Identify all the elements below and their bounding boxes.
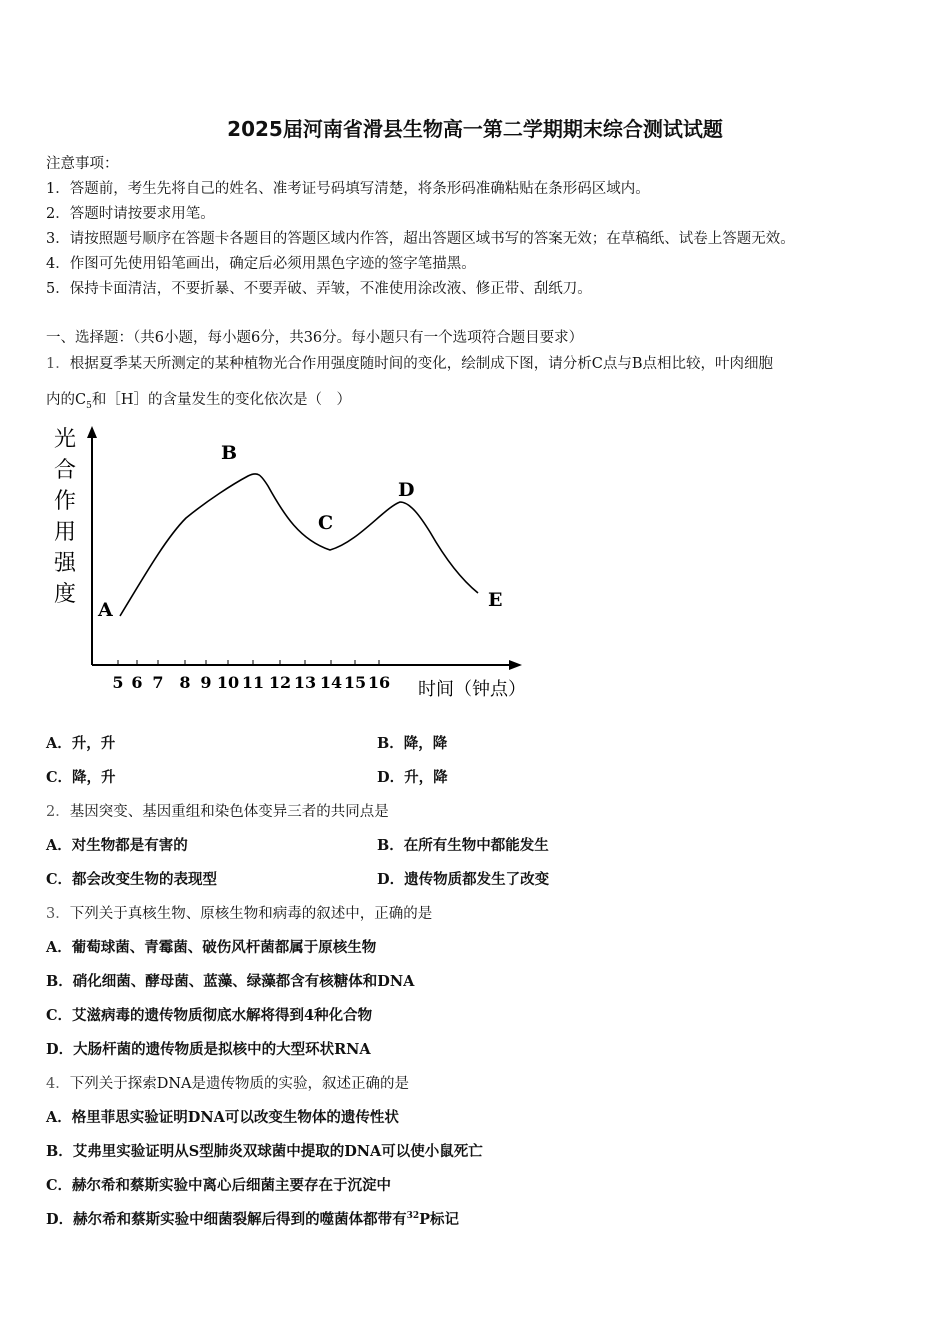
y-label-char: 光 bbox=[54, 427, 77, 452]
q2-option-D: D．遗传物质都发生了改变 bbox=[377, 871, 550, 888]
point-label-E: E bbox=[488, 589, 503, 611]
x-tick-label: 11 bbox=[241, 673, 265, 692]
q4-option-C: C．赫尔希和蔡斯实验中离心后细菌主要存在于沉淀中 bbox=[46, 1177, 392, 1194]
q2-option-B: B．在所有生物中都能发生 bbox=[377, 837, 549, 854]
notice-item-4: 4．作图可先使用铅笔画出，确定后必须用黑色字迹的签字笔描黑。 bbox=[46, 256, 476, 272]
q1-option-D: D．升，降 bbox=[377, 769, 448, 786]
q1-option-C: C．降，升 bbox=[46, 769, 116, 786]
notice-item-5: 5．保持卡面清洁，不要折暴、不要弄破、弄皱，不准使用涂改液、修正带、刮纸刀。 bbox=[46, 281, 592, 297]
x-tick-label: 9 bbox=[200, 673, 212, 692]
q2-option-C: C．都会改变生物的表现型 bbox=[46, 871, 218, 888]
x-tick-label: 16 bbox=[367, 673, 391, 692]
y-label-char: 用 bbox=[54, 520, 77, 545]
x-tick-label: 15 bbox=[343, 673, 367, 692]
y-label-char: 合 bbox=[54, 458, 77, 483]
x-tick-label: 14 bbox=[319, 673, 343, 692]
q2-number: 2． bbox=[46, 804, 70, 820]
y-label-char: 作 bbox=[54, 489, 77, 514]
notice-heading: 注意事项： bbox=[46, 156, 119, 172]
q3-option-D: D．大肠杆菌的遗传物质是拟核中的大型环状RNA bbox=[46, 1041, 371, 1058]
x-axis-label: 时间（钟点） bbox=[418, 679, 526, 700]
q4-option-D: D．赫尔希和蔡斯实验中细菌裂解后得到的噬菌体都带有$^{32}$P标记 bbox=[46, 1211, 460, 1228]
q3-option-A: A．葡萄球菌、青霉菌、破伤风杆菌都属于原核生物 bbox=[46, 939, 377, 956]
x-tick-label: 13 bbox=[293, 673, 317, 692]
q4-stem: 4．下列关于探索DNA是遗传物质的实验，叙述正确的是 bbox=[46, 1076, 410, 1092]
x-tick-label: 5 bbox=[112, 673, 124, 692]
q4-option-A: A．格里菲思实验证明DNA可以改变生物体的遗传性状 bbox=[46, 1109, 399, 1126]
q1-number: 1． bbox=[46, 356, 70, 372]
notice-item-1: 1．答题前，考生先将自己的姓名、准考证号码填写清楚，将条形码准确粘贴在条形码区域内。 bbox=[46, 181, 650, 197]
q4-number: 4． bbox=[46, 1076, 70, 1092]
q3-option-B: B．硝化细菌、酵母菌、蓝藻、绿藻都含有核糖体和DNA bbox=[46, 973, 415, 990]
series-line bbox=[120, 474, 478, 616]
q3-stem: 3．下列关于真核生物、原核生物和病毒的叙述中，正确的是 bbox=[46, 906, 433, 922]
q3-number: 3． bbox=[46, 906, 70, 922]
y-axis-label bbox=[54, 427, 77, 607]
page-title: 2025届河南省滑县生物高一第二学期期末综合测试试题 bbox=[227, 117, 723, 141]
notice-item-2: 2．答题时请按要求用笔。 bbox=[46, 206, 215, 222]
q2-stem: 2．基因突变、基因重组和染色体变异三者的共同点是 bbox=[46, 804, 389, 820]
notice-item-3: 3．请按照题号顺序在答题卡各题目的答题区域内作答，超出答题区域书写的答案无效；在草稿纸、试卷上答题无效。 bbox=[46, 231, 795, 247]
x-tick-label: 6 bbox=[131, 673, 143, 692]
x-tick-label: 8 bbox=[179, 673, 191, 692]
x-axis-arrow bbox=[509, 660, 522, 670]
photosynthesis-chart bbox=[48, 420, 568, 710]
point-label-A: A bbox=[98, 599, 113, 621]
y-label-char: 度 bbox=[54, 582, 77, 607]
y-label-char: 强 bbox=[54, 551, 77, 576]
point-label-D: D bbox=[398, 479, 415, 501]
point-label-B: B bbox=[221, 442, 238, 464]
y-axis-arrow bbox=[87, 426, 97, 438]
q1-stem-line2: 内的$C_5$和［H］的含量发生的变化依次是（ ） bbox=[46, 392, 351, 411]
q3-option-C: C．艾滋病毒的遗传物质彻底水解将得到4种化合物 bbox=[46, 1007, 373, 1024]
q2-option-A: A．对生物都是有害的 bbox=[46, 837, 188, 854]
q1-option-B: B．降，降 bbox=[377, 735, 448, 752]
x-tick-label: 10 bbox=[216, 673, 240, 692]
q1-option-A: A．升，升 bbox=[46, 735, 116, 752]
point-label-C: C bbox=[318, 512, 334, 534]
section-heading: 一、选择题：（共6小题，每小题6分，共36分。每小题只有一个选项符合题目要求） bbox=[46, 330, 584, 346]
x-tick-label: 12 bbox=[268, 673, 292, 692]
q1-stem-line1: 1．根据夏季某天所测定的某种植物光合作用强度随时间的变化，绘制成下图，请分析C点与B点相比较，叶肉细胞 bbox=[46, 356, 773, 372]
q4-option-B: B．艾弗里实验证明从S型肺炎双球菌中提取的DNA可以使小鼠死亡 bbox=[46, 1143, 483, 1160]
x-tick-label: 7 bbox=[152, 673, 164, 692]
